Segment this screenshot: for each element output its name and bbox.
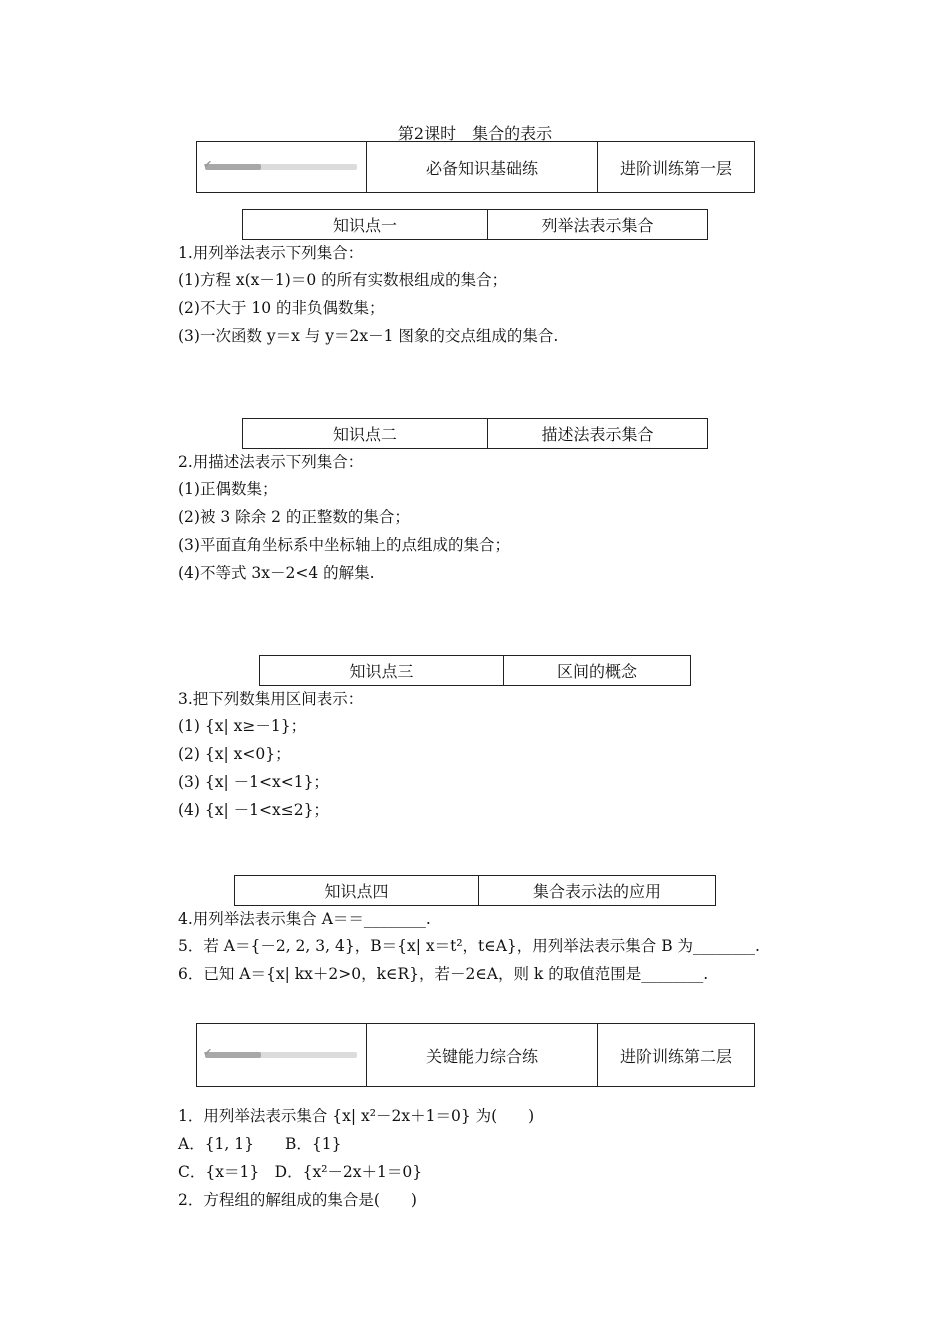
knowledge-point-label: 知识点四 <box>235 876 479 905</box>
knowledge-point-topic: 区间的概念 <box>556 662 637 681</box>
question-line: C．{x＝1} D．{x²－2x＋1＝0} <box>178 1163 423 1181</box>
knowledge-point-header-1 <box>242 209 708 240</box>
question-line: 2.用描述法表示下列集合： <box>178 453 364 471</box>
section-title: 必备知识基础练 <box>367 142 598 192</box>
question-line: 4.用列举法表示集合 A＝＝________. <box>178 910 431 928</box>
section-banner-basic <box>196 141 755 193</box>
question-line: (1) {x| x≥－1}； <box>178 717 307 735</box>
section-level: 进阶训练第一层 <box>619 158 732 178</box>
question-line: A．{1, 1} B．{1} <box>178 1135 342 1153</box>
question-line: 1.用列举法表示下列集合： <box>178 244 364 262</box>
question-line: (4) {x| －1<x≤2}； <box>178 801 329 819</box>
knowledge-point-header-3 <box>259 655 691 686</box>
question-line: 3.把下列数集用区间表示： <box>178 690 364 708</box>
check-icon: ✔ <box>203 158 213 171</box>
banner-progress-cell <box>197 142 367 192</box>
section-level: 进阶训练第二层 <box>619 1046 732 1066</box>
question-line: (2)不大于 10 的非负偶数集； <box>178 299 385 317</box>
knowledge-point-header-2 <box>242 418 708 449</box>
knowledge-point-header-4 <box>234 875 716 906</box>
knowledge-point-label: 知识点一 <box>243 210 488 239</box>
check-icon: ✔ <box>203 1046 213 1059</box>
progress-bar <box>203 1046 357 1059</box>
knowledge-point-topic: 列举法表示集合 <box>541 216 654 235</box>
section-title: 关键能力综合练 <box>367 1024 598 1086</box>
question-line: 5．若 A＝{－2, 2, 3, 4}，B＝{x| x＝t²，t∈A}，用列举法表示集合 B 为________. <box>178 937 760 955</box>
knowledge-point-topic: 集合表示法的应用 <box>532 882 661 901</box>
page-title: 第2课时 集合的表示 <box>397 124 553 143</box>
question-line: (3) {x| －1<x<1}； <box>178 773 329 791</box>
question-line: (4)不等式 3x－2<4 的解集. <box>178 564 375 582</box>
question-line: 1．用列举法表示集合 {x| x²－2x＋1＝0} 为( ) <box>178 1107 535 1125</box>
question-line: (2) {x| x<0}； <box>178 745 291 763</box>
knowledge-point-label: 知识点三 <box>260 656 504 685</box>
section-banner-advanced <box>196 1023 755 1087</box>
progress-bar <box>203 158 357 171</box>
knowledge-point-label: 知识点二 <box>243 419 488 448</box>
question-line: 2．方程组的解组成的集合是( ) <box>178 1191 417 1209</box>
question-line: 6．已知 A＝{x| kx＋2>0，k∈R}，若－2∈A，则 k 的取值范围是________. <box>178 965 709 983</box>
question-line: (1)正偶数集； <box>178 480 278 498</box>
knowledge-point-topic: 描述法表示集合 <box>541 425 654 444</box>
question-line: (2)被 3 除余 2 的正整数的集合； <box>178 508 410 526</box>
question-line: (3)平面直角坐标系中坐标轴上的点组成的集合； <box>178 536 510 554</box>
question-line: (3)一次函数 y＝x 与 y＝2x－1 图象的交点组成的集合. <box>178 327 559 345</box>
banner-progress-cell <box>197 1024 367 1086</box>
question-line: (1)方程 x(x－1)＝0 的所有实数根组成的集合； <box>178 271 508 289</box>
